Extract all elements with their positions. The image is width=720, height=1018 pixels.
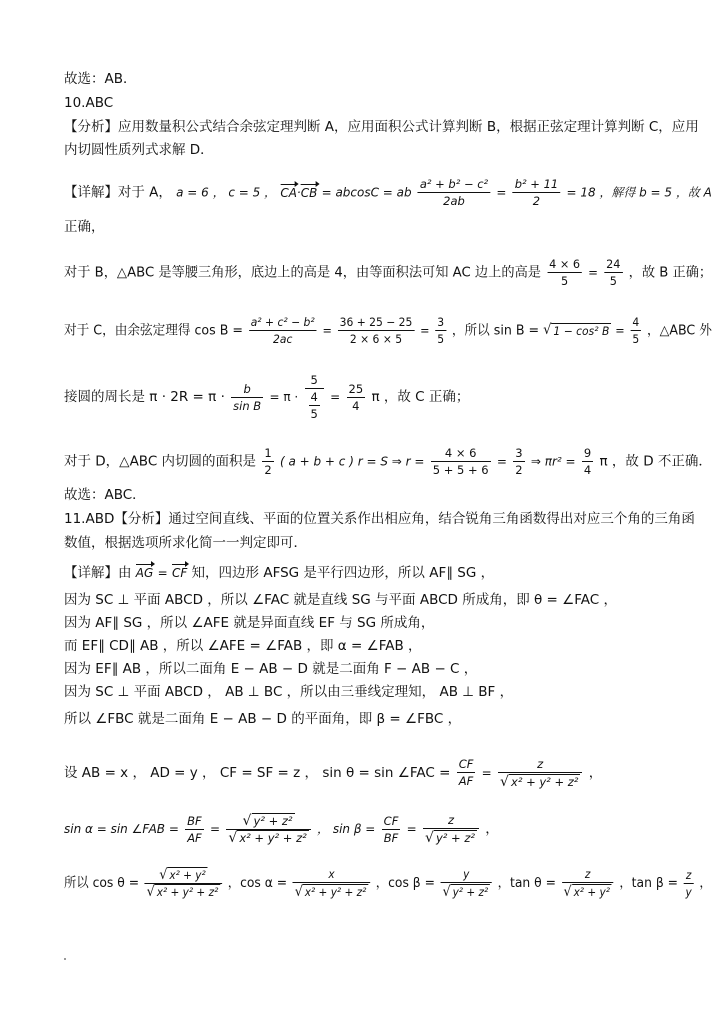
fraction-denominator: 5 xyxy=(310,407,318,421)
fraction-numerator: x xyxy=(293,866,370,883)
fraction-numerator: BF xyxy=(187,813,202,828)
radical-sign: √ xyxy=(563,883,572,900)
radicand: y² + z² xyxy=(253,813,293,828)
text-span: 对于 B，△ABC 是等腰三角形，底边上的高是 4，由等面积法可知 AC 边上的高是 xyxy=(64,264,542,281)
math-span: = xyxy=(481,765,492,780)
radicand: 1 − cos² B xyxy=(553,323,610,338)
fraction-numerator: y xyxy=(441,866,492,883)
math-span: ⇒ πr² = xyxy=(530,454,576,469)
text-span: ，△ABC 外 xyxy=(646,322,712,339)
fraction-denominator: sin B xyxy=(233,398,262,413)
text-span: ， xyxy=(588,764,603,781)
square-root xyxy=(228,830,308,846)
fraction-denominator xyxy=(441,883,492,900)
fraction xyxy=(249,314,317,347)
formula-line xyxy=(64,372,469,422)
fraction xyxy=(347,381,366,414)
radicand: x² + y² + z² xyxy=(156,885,219,899)
fraction-numerator: 24 xyxy=(606,257,621,271)
fraction-numerator: 4 xyxy=(632,315,640,329)
text-line xyxy=(64,486,146,504)
fraction-denominator: 5 + 5 + 6 xyxy=(432,463,489,477)
text-span: ，cos α = xyxy=(227,875,288,891)
fraction xyxy=(309,389,320,422)
math-span: = xyxy=(322,323,332,338)
formula-line xyxy=(64,866,712,900)
fraction-denominator xyxy=(562,883,614,900)
fraction-denominator xyxy=(305,389,324,422)
radicand: x² + y² + z² xyxy=(511,774,579,789)
fraction-denominator: 2ab xyxy=(443,194,465,208)
fraction-numerator: a² + c² − b² xyxy=(250,315,315,329)
vector-ag: AG xyxy=(135,566,154,580)
fraction xyxy=(185,813,204,846)
radical-sign: √ xyxy=(228,830,238,846)
fraction-numerator: 1 xyxy=(264,446,272,460)
vector-ca: CA xyxy=(280,185,297,200)
math-span: = xyxy=(330,390,341,404)
fraction-denominator: 4 xyxy=(583,463,592,477)
fraction-numerator: 9 xyxy=(583,446,592,460)
fraction-numerator: CF xyxy=(383,813,399,828)
fraction xyxy=(231,381,263,414)
fraction xyxy=(513,176,560,209)
text-span: 因为 AF∥ SG ，所以 ∠AFE 就是异面直线 EF 与 SG 所成角， xyxy=(64,615,435,631)
fraction-numerator: 5 xyxy=(305,372,324,389)
formula-line xyxy=(64,256,712,289)
math-span: · xyxy=(296,185,301,200)
text-span: 正确， xyxy=(64,219,105,235)
question-number: 10.ABC xyxy=(64,95,114,111)
formula-line xyxy=(64,176,712,209)
text-span: π ，故 C 正确； xyxy=(371,389,470,405)
fraction xyxy=(562,866,614,900)
formula-line xyxy=(64,812,499,846)
fraction xyxy=(513,445,524,478)
text-line xyxy=(64,591,617,609)
square-root xyxy=(425,830,477,846)
radicand: y² + z² xyxy=(452,884,489,899)
text-span: 【详解】对于 A， xyxy=(64,184,172,201)
nested-fraction xyxy=(305,372,324,422)
fraction xyxy=(262,445,273,478)
answer-line: 故选：AB． xyxy=(64,71,137,87)
square-root xyxy=(564,884,612,900)
square-root xyxy=(443,884,491,900)
math-span: = 18 ，解得 b = 5 ，故 A xyxy=(566,185,712,200)
analysis-text: 11.ABD【分析】通过空间直线、平面的位置关系作出相应角，结合锐角三角函数得出对应三个角的三角函 xyxy=(64,511,695,527)
fraction-denominator xyxy=(423,829,479,846)
fraction-numerator: b xyxy=(231,381,263,398)
text-span: ，故 B 正确； xyxy=(628,264,713,281)
text-span: π ，故 D 不正确． xyxy=(599,453,712,470)
math-span: = xyxy=(406,822,417,836)
text-span: 设 AB = x ， AD = y ， CF = SF = z ， sin θ = sin ∠FAC = xyxy=(64,764,451,781)
fraction xyxy=(631,314,642,347)
fraction-numerator: b² + 11 xyxy=(514,177,559,191)
fraction-numerator: 36 + 25 − 25 xyxy=(339,315,413,329)
fraction xyxy=(457,756,476,789)
math-span: = xyxy=(496,185,507,200)
fraction xyxy=(604,256,622,289)
fraction-denominator: BF xyxy=(383,830,399,845)
text-line xyxy=(64,118,699,136)
fraction xyxy=(226,812,310,846)
text-span: 【详解】由 xyxy=(64,565,132,581)
fraction xyxy=(423,812,479,846)
math-span: = xyxy=(209,822,221,836)
text-span: 所以 ∠FBC 就是二面角 E − AB − D 的平面角，即 β = ∠FBC ， xyxy=(64,711,462,727)
fraction-numerator: z xyxy=(684,867,694,884)
text-line xyxy=(64,141,214,159)
fraction-denominator: y xyxy=(685,884,692,899)
text-line xyxy=(64,614,434,632)
fraction-denominator: 5 xyxy=(560,274,569,288)
text-line xyxy=(64,94,113,112)
fraction xyxy=(431,445,491,478)
fraction-denominator: 4 xyxy=(352,398,360,413)
answer-line: 故选：ABC． xyxy=(64,487,146,503)
fraction-numerator: 4 × 6 xyxy=(549,257,581,271)
fraction xyxy=(145,866,222,900)
text-span: ， xyxy=(485,821,499,837)
fraction xyxy=(338,314,414,347)
square-root xyxy=(159,867,207,883)
radical-sign: √ xyxy=(146,884,155,900)
radicand: x² + y² xyxy=(573,884,610,899)
math-span: ( a + b + c ) r = S ⇒ r = xyxy=(279,454,425,469)
page-speck xyxy=(64,958,66,960)
fraction-denominator xyxy=(145,884,222,901)
fraction-denominator: 5 xyxy=(632,332,640,346)
text-span: ，tan β = xyxy=(619,875,678,891)
analysis-text: 内切圆性质列式求解 D． xyxy=(64,142,214,158)
fraction-denominator xyxy=(293,883,370,900)
square-root xyxy=(500,774,580,790)
math-span: ， sin β = xyxy=(317,822,376,836)
fraction xyxy=(435,314,446,347)
fraction-numerator: z xyxy=(423,812,479,829)
fraction-numerator: z xyxy=(498,756,582,773)
fraction xyxy=(582,445,593,478)
math-span: = xyxy=(588,265,599,280)
formula-line xyxy=(64,564,494,582)
text-span: 因为 SC ⊥ 平面 ABCD ，所以 ∠FAC 就是直线 SG 与平面 ABCD 所成角，即 θ = ∠FAC ， xyxy=(64,592,617,608)
fraction-numerator: 3 xyxy=(437,315,445,329)
text-span: 因为 SC ⊥ 平面 ABCD ， AB ⊥ BC ，所以由三垂线定理知， AB ⊥ BF ， xyxy=(64,684,514,700)
formula-line xyxy=(64,314,712,347)
text-line xyxy=(64,510,695,528)
radical-sign: √ xyxy=(159,866,168,883)
math-span: = xyxy=(496,454,507,469)
radical-sign: √ xyxy=(294,883,303,900)
text-span: 知，四边形 AFSG 是平行四边形，所以 AF∥ SG ， xyxy=(191,565,495,581)
text-span: 对于 C，由余弦定理得 cos B = xyxy=(64,322,243,339)
fraction-denominator xyxy=(498,773,582,790)
fraction xyxy=(382,813,401,846)
fraction-numerator xyxy=(226,812,310,830)
fraction xyxy=(441,866,492,900)
text-span: 接圆的周长是 π · 2R = π · xyxy=(64,389,225,405)
radical-sign: √ xyxy=(242,812,252,829)
fraction-numerator: 4 × 6 xyxy=(431,445,491,462)
fraction-denominator: 2 xyxy=(532,194,541,208)
text-span: 所以 cos θ = xyxy=(64,875,140,891)
fraction-numerator: 25 xyxy=(348,381,364,396)
fraction-denominator xyxy=(226,830,310,847)
text-span: 对于 D，△ABC 内切圆的面积是 xyxy=(64,453,257,470)
formula-line xyxy=(64,445,712,478)
math-span: = xyxy=(420,323,430,338)
fraction-numerator: 3 xyxy=(515,446,523,460)
fraction-denominator: 5 xyxy=(437,332,445,346)
square-root xyxy=(243,813,295,829)
radicand: x² + y² + z² xyxy=(304,884,367,899)
math-span: = abcosC = ab xyxy=(321,185,412,200)
text-span: ，cos β = xyxy=(375,875,435,891)
math-span: = xyxy=(615,323,625,338)
square-root xyxy=(147,884,220,900)
radicand: x² + y² + z² xyxy=(239,831,307,845)
radical-sign: √ xyxy=(424,829,434,846)
math-span: sin α = sin ∠FAB = xyxy=(64,822,179,836)
fraction-denominator: AF xyxy=(458,774,474,789)
math-span: = xyxy=(157,566,168,580)
fraction xyxy=(498,756,582,790)
fraction xyxy=(293,866,370,900)
formula-line xyxy=(64,756,602,790)
fraction-numerator: a² + b² − c² xyxy=(419,177,489,191)
text-line xyxy=(64,70,137,88)
text-line xyxy=(64,683,513,701)
math-span: = π · xyxy=(269,390,299,404)
fraction-denominator: 2 xyxy=(515,463,523,477)
fraction-numerator xyxy=(145,866,222,884)
fraction xyxy=(684,867,694,900)
text-line xyxy=(64,660,477,678)
fraction-numerator: CF xyxy=(458,757,474,772)
text-line xyxy=(64,218,105,236)
fraction-denominator: AF xyxy=(187,830,202,845)
text-span: 因为 EF∥ AB ，所以二面角 E − AB − D 就是二面角 F − AB − C ， xyxy=(64,661,478,677)
math-span: a = 6 ， c = 5 ， xyxy=(176,185,277,200)
fraction-denominator: 2ac xyxy=(273,332,293,346)
vector-cb: CB xyxy=(300,185,318,200)
radicand: x² + y² xyxy=(169,867,206,882)
radical-sign: √ xyxy=(500,773,509,790)
radicand: y² + z² xyxy=(435,830,475,845)
radical-sign: √ xyxy=(543,321,552,338)
fraction-denominator: 2 xyxy=(264,463,272,477)
text-line xyxy=(64,710,461,728)
fraction xyxy=(547,256,582,289)
square-root xyxy=(295,884,368,900)
radical-sign: √ xyxy=(442,883,451,900)
text-span: ， xyxy=(699,875,712,891)
vector-cf: CF xyxy=(171,566,188,580)
fraction-denominator: 2 × 6 × 5 xyxy=(349,332,403,346)
text-line xyxy=(64,637,422,655)
analysis-text: 数值，根据选项所求化简一一判定即可． xyxy=(64,535,307,551)
square-root xyxy=(543,322,611,340)
text-span: ，所以 sin B = xyxy=(451,322,540,339)
fraction-denominator: 5 xyxy=(609,274,617,288)
analysis-text: 【分析】应用数量积公式结合余弦定理判断 A，应用面积公式计算判断 B，根据正弦定理计算判断 C，应用 xyxy=(64,119,699,135)
text-span: 而 EF∥ CD∥ AB ，所以 ∠AFE = ∠FAB ，即 α = ∠FAB ， xyxy=(64,638,422,654)
text-line xyxy=(64,534,307,552)
text-span: ，tan θ = xyxy=(497,875,556,891)
fraction-numerator: z xyxy=(562,866,614,883)
fraction xyxy=(418,176,490,209)
fraction-numerator: 4 xyxy=(310,390,318,404)
